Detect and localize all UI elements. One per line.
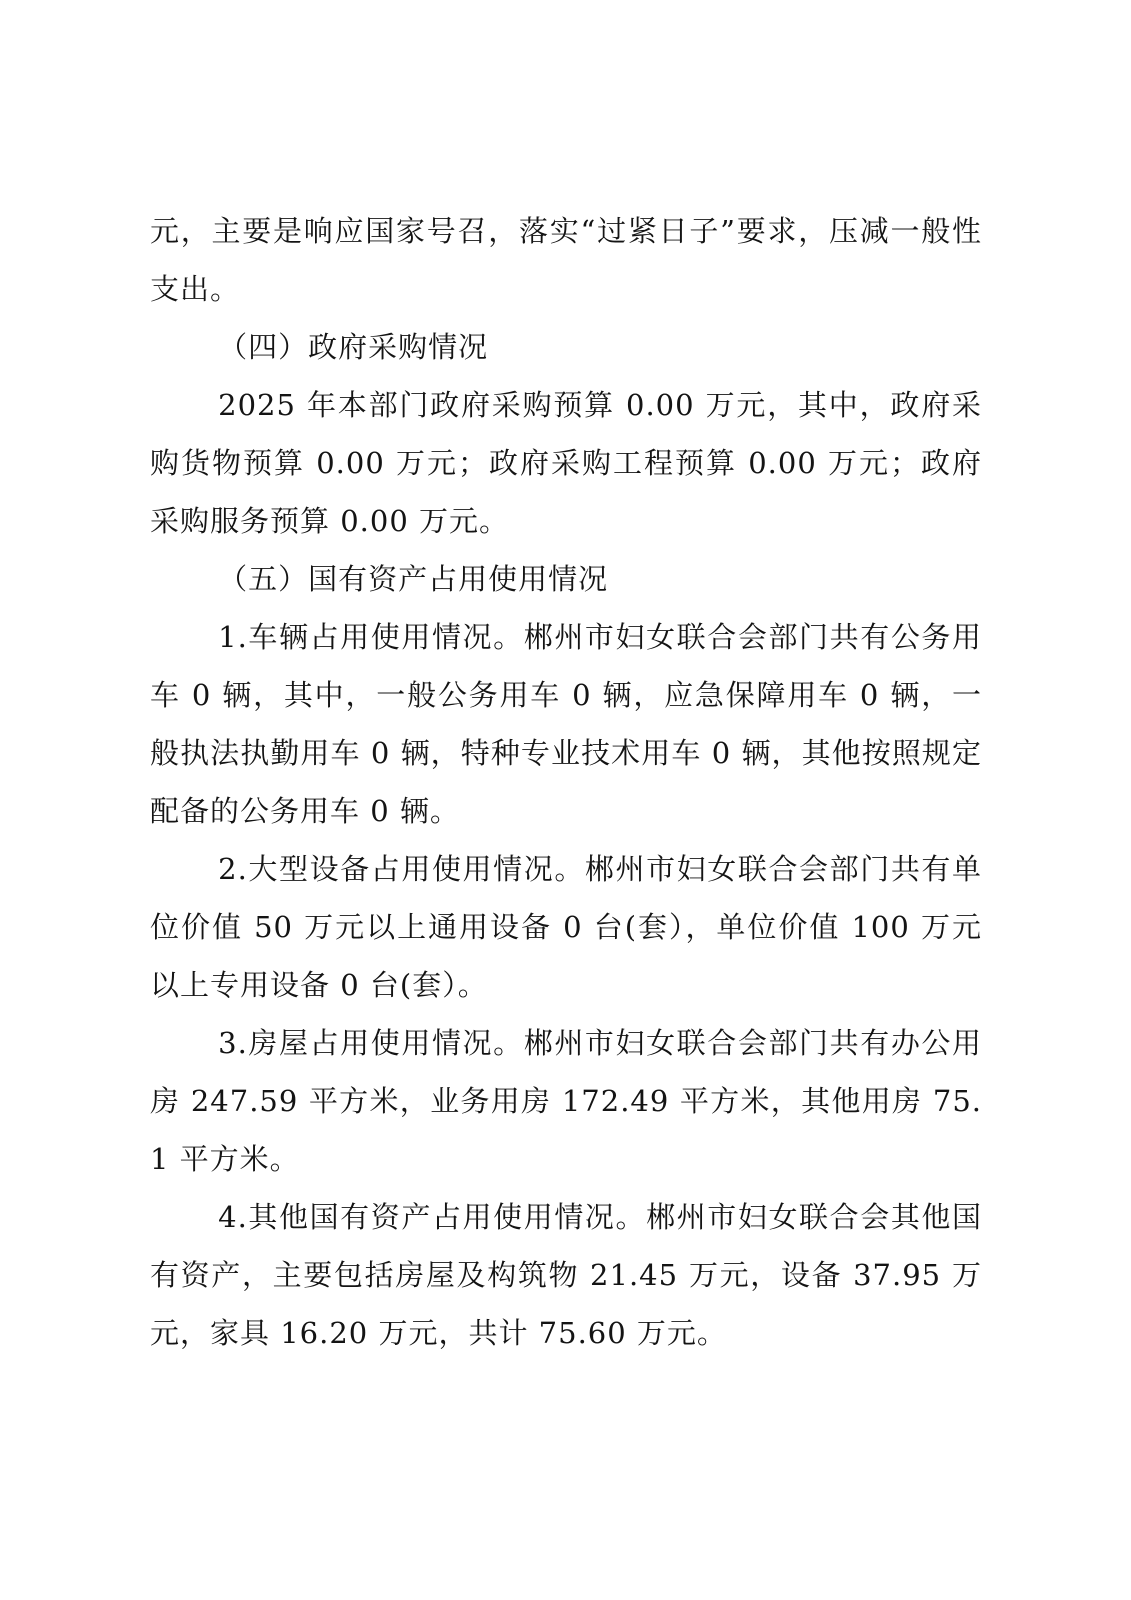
paragraph-large-equipment: 2.大型设备占用使用情况。郴州市妇女联合会部门共有单位价值 50 万元以上通用设备 0 台(套），单位价值 100 万元以上专用设备 0 台(套）。 [150, 852, 982, 1002]
section-heading-state-assets: （五）国有资产占用使用情况 [218, 562, 609, 596]
paragraph-buildings: 3.房屋占用使用情况。郴州市妇女联合会部门共有办公用房 247.59 平方米，业务用房 172.49 平方米，其他用房 75.1 平方米。 [150, 1026, 982, 1176]
document-page [150, 202, 982, 1362]
paragraph-other-assets: 4.其他国有资产占用使用情况。郴州市妇女联合会其他国有资产，主要包括房屋及构筑物 21.45 万元，设备 37.95 万元，家具 16.20 万元，共计 75.60 万元。 [150, 1200, 982, 1350]
section-heading-government-procurement: （四）政府采购情况 [218, 330, 489, 364]
paragraph-government-procurement: 2025 年本部门政府采购预算 0.00 万元，其中，政府采购货物预算 0.00 万元；政府采购工程预算 0.00 万元；政府采购服务预算 0.00 万元。 [150, 388, 982, 538]
paragraph-vehicles: 1.车辆占用使用情况。郴州市妇女联合会部门共有公务用车 0 辆，其中，一般公务用车 0 辆，应急保障用车 0 辆，一般执法执勤用车 0 辆，特种专业技术用车 0 辆，其他按照规定配备的公务用车 0 辆。 [150, 620, 982, 828]
continuation-paragraph: 元，主要是响应国家号召，落实“过紧日子”要求，压减一般性支出。 [150, 214, 982, 306]
